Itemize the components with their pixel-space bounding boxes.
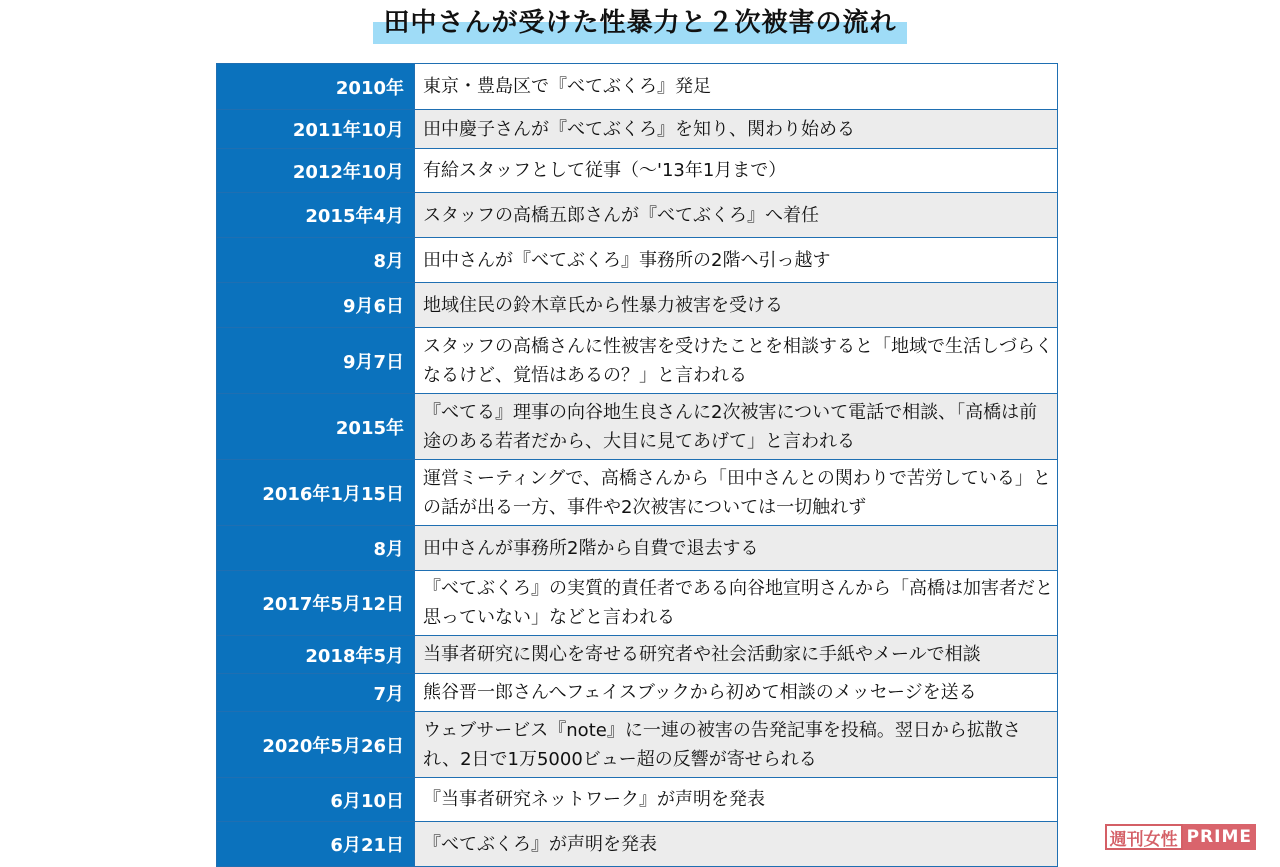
- row-event: スタッフの高橋さんに性被害を受けたことを相談すると「地域で生活しづらくなるけど、覚悟はあるの？」と言われる: [415, 328, 1057, 393]
- row-date: 2011年10月: [217, 110, 415, 148]
- row-event: 運営ミーティングで、高橋さんから「田中さんとの関わりで苦労している」との話が出る一方、事件や2次被害については一切触れず: [415, 460, 1057, 525]
- logo-japanese: 週刊女性: [1105, 824, 1183, 850]
- row-date: 2010年: [217, 64, 415, 109]
- row-event: 東京・豊島区で『べてぶくろ』発足: [415, 64, 1057, 109]
- row-date: 7月: [217, 674, 415, 711]
- table-row: [217, 327, 1057, 393]
- table-row: [217, 282, 1057, 327]
- row-date: 9月7日: [217, 328, 415, 393]
- row-date: 2018年5月: [217, 636, 415, 673]
- row-date: 6月21日: [217, 822, 415, 866]
- row-event: 熊谷晋一郎さんへフェイスブックから初めて相談のメッセージを送る: [415, 674, 1057, 711]
- logo-english: PRIME: [1183, 824, 1256, 850]
- table-row: [217, 821, 1057, 866]
- table-row: [217, 192, 1057, 237]
- title-container: [0, 4, 1280, 44]
- table-row: [217, 673, 1057, 711]
- row-date: 2016年1月15日: [217, 460, 415, 525]
- row-date: 2015年: [217, 394, 415, 459]
- timeline-table: [216, 63, 1058, 867]
- table-row: [217, 64, 1057, 109]
- row-event: 田中慶子さんが『べてぶくろ』を知り、関わり始める: [415, 110, 1057, 148]
- row-event: 『べてぶくろ』の実質的責任者である向谷地宣明さんから「高橋は加害者だと思っていない」などと言われる: [415, 571, 1057, 635]
- publisher-logo: [1105, 824, 1256, 850]
- table-row: [217, 711, 1057, 777]
- row-event: 『当事者研究ネットワーク』が声明を発表: [415, 778, 1057, 821]
- row-event: 地域住民の鈴木章氏から性暴力被害を受ける: [415, 283, 1057, 327]
- row-date: 2015年4月: [217, 193, 415, 237]
- row-event: 『べてる』理事の向谷地生良さんに2次被害について電話で相談、「高橋は前途のある若者だから、大目に見てあげて」と言われる: [415, 394, 1057, 459]
- row-date: 2012年10月: [217, 149, 415, 192]
- row-event: 『べてぶくろ』が声明を発表: [415, 822, 1057, 866]
- table-row: [217, 148, 1057, 192]
- row-event: スタッフの高橋五郎さんが『べてぶくろ』へ着任: [415, 193, 1057, 237]
- table-row: [217, 570, 1057, 635]
- table-row: [217, 109, 1057, 148]
- row-date: 9月6日: [217, 283, 415, 327]
- table-row: [217, 635, 1057, 673]
- row-event: 田中さんが『べてぶくろ』事務所の2階へ引っ越す: [415, 238, 1057, 282]
- table-row: [217, 777, 1057, 821]
- table-row: [217, 237, 1057, 282]
- page-title: 田中さんが受けた性暴力と２次被害の流れ: [373, 4, 906, 44]
- row-event: 当事者研究に関心を寄せる研究者や社会活動家に手紙やメールで相談: [415, 636, 1057, 673]
- table-row: [217, 393, 1057, 459]
- row-event: 有給スタッフとして従事（〜'13年1月まで）: [415, 149, 1057, 192]
- row-date: 2017年5月12日: [217, 571, 415, 635]
- row-date: 2020年5月26日: [217, 712, 415, 777]
- table-row: [217, 525, 1057, 570]
- row-date: 6月10日: [217, 778, 415, 821]
- row-event: 田中さんが事務所2階から自費で退去する: [415, 526, 1057, 570]
- row-date: 8月: [217, 238, 415, 282]
- row-date: 8月: [217, 526, 415, 570]
- table-row: [217, 459, 1057, 525]
- row-event: ウェブサービス『note』に一連の被害の告発記事を投稿。翌日から拡散され、2日で1万5000ビュー超の反響が寄せられる: [415, 712, 1057, 777]
